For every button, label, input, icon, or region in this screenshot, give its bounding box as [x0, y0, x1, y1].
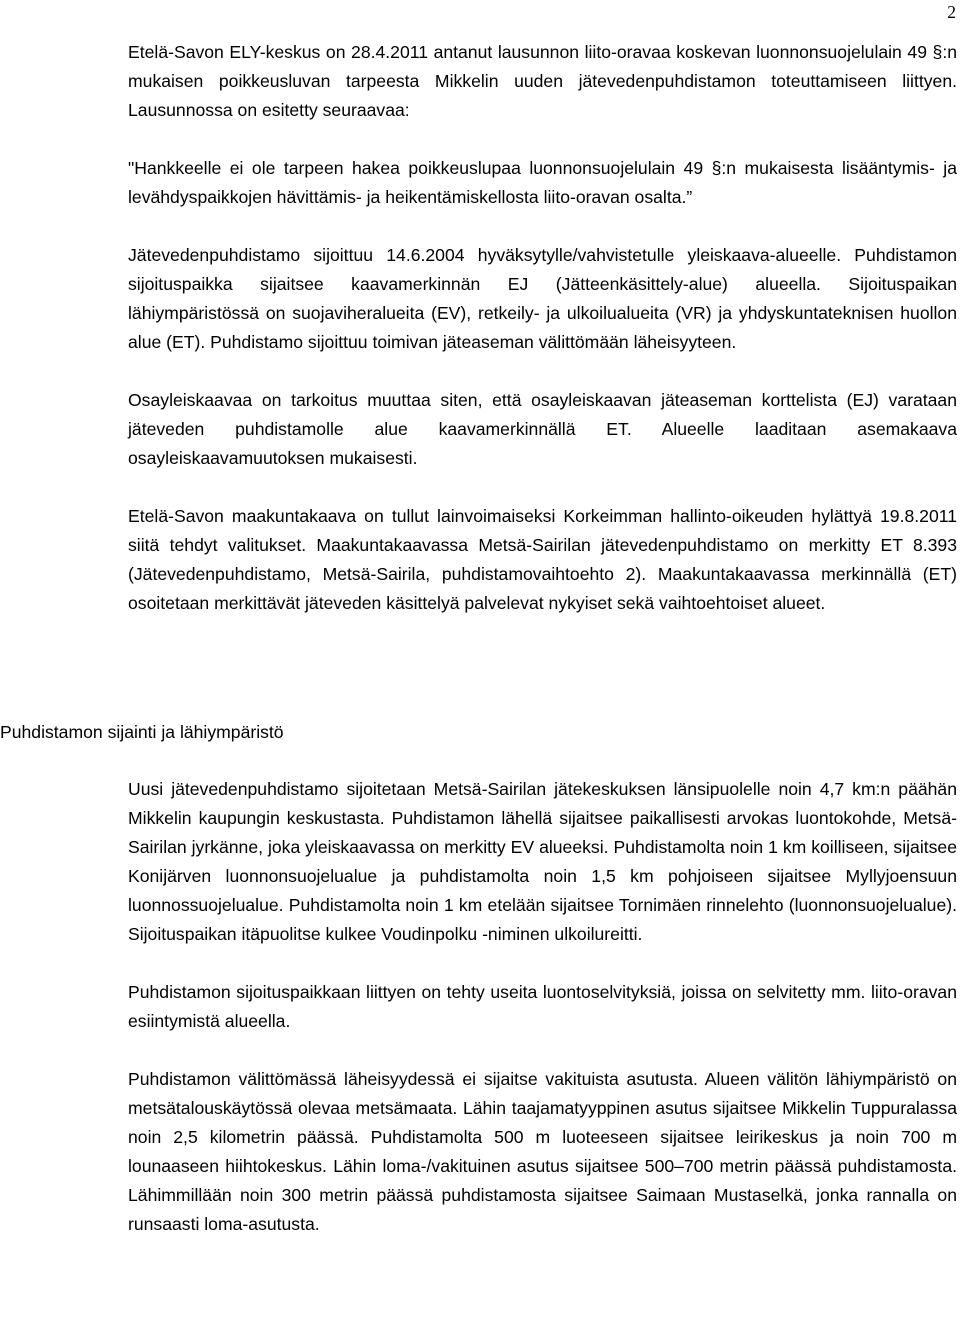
paragraph-surveys: Puhdistamon sijoituspaikkaan liittyen on tehty useita luontoselvityksiä, joissa on selvitetty mm. liito-oravan esiintymistä alueella.	[128, 982, 957, 1031]
section-heading: Puhdistamon sijainti ja lähiympäristö	[0, 722, 284, 742]
paragraph-osayleiskaava: Osayleiskaavaa on tarkoitus muuttaa siten, että osayleiskaavan jäteaseman korttelista (EJ) varataan jäteveden puhdistamolle alue kaavamerkinnällä ET. Alueelle laaditaan asemakaava osayleiskaavamuutoksen mukaisesti.	[128, 390, 957, 468]
paragraph-yleiskaava: Jätevedenpuhdistamo sijoittuu 14.6.2004 hyväksytylle/vahvistetulle yleiskaava-alueelle. Puhdistamon sijoituspaikka sijaitsee kaavamerkinnän EJ (Jätteenkäsittely-alue) alueella. Sijoituspaikan lähiympäristössä on suojaviheralueita (EV), retkeily- ja ulkoilualueita (VR) ja yhdyskuntateknisen huollon alue (ET). Puhdistamo sijoittuu toimivan jäteaseman välittömään läheisyyteen.	[128, 245, 957, 352]
document-body-top	[128, 38, 957, 618]
page-number: 2	[947, 2, 956, 22]
document-body-bottom	[128, 775, 957, 1239]
paragraph-quote: "Hankkeelle ei ole tarpeen hakea poikkeuslupaa luonnonsuojelulain 49 §:n mukaisesta lisääntymis- ja levähdyspaikkojen hävittämis- ja heikentämiskellosta liito-oravan osalta.”	[128, 158, 957, 207]
paragraph-residents: Puhdistamon välittömässä läheisyydessä ei sijaitse vakituista asutusta. Alueen välitön lähiympäristö on metsätalouskäytössä olevaa metsämaata. Lähin taajamatyyppinen asutus sijaitsee Mikkelin Tuppuralassa noin 2,5 kilometrin päässä. Puhdistamolta 500 m luoteeseen sijaitsee leirikeskus ja noin 700 m lounaaseen hiihtokeskus. Lähin loma-/vakituinen asutus sijaitsee 500–700 metrin päässä puhdistamosta. Lähimmillään noin 300 metrin päässä puhdistamosta sijaitsee Saimaan Mustaselkä, jonka rannalla on runsaasti loma-asutusta.	[128, 1069, 957, 1234]
paragraph-ely-statement: Etelä-Savon ELY-keskus on 28.4.2011 antanut lausunnon liito-oravaa koskevan luonnonsuojelulain 49 §:n mukaisen poikkeusluvan tarpeesta Mikkelin uuden jätevedenpuhdistamon toteuttamiseen liittyen. Lausunnossa on esitetty seuraavaa:	[128, 42, 957, 120]
paragraph-maakuntakaava: Etelä-Savon maakuntakaava on tullut lainvoimaiseksi Korkeimman hallinto-oikeuden hylättyä 19.8.2011 siitä tehdyt valitukset. Maakuntakaavassa Metsä-Sairilan jätevedenpuhdistamo on merkitty ET 8.393 (Jätevedenpuhdistamo, Metsä-Sairila, puhdistamovaihtoehto 2). Maakuntakaavassa merkinnällä (ET) osoitetaan merkittävät jäteveden käsittelyä palvelevat nykyiset sekä vaihtoehtoiset alueet.	[128, 506, 957, 613]
paragraph-location: Uusi jätevedenpuhdistamo sijoitetaan Metsä-Sairilan jätekeskuksen länsipuolelle noin 4,7 km:n päähän Mikkelin kaupungin keskustasta. Puhdistamon lähellä sijaitsee paikallisesti arvokas luontokohde, Metsä-Sairilan jyrkänne, joka yleiskaavassa on merkitty EV alueeksi. Puhdistamolta noin 1 km koilliseen, sijaitsee Konijärven luonnonsuojelualue ja puhdistamolta noin 1,5 km pohjoiseen sijaitsee Myllyjoensuun luonnossuojelualue. Puhdistamolta noin 1 km etelään sijaitsee Tornimäen rinnelehto (luonnonsuojelualue). Sijoituspaikan itäpuolitse kulkee Voudinpolku -niminen ulkoilureitti.	[128, 779, 957, 944]
